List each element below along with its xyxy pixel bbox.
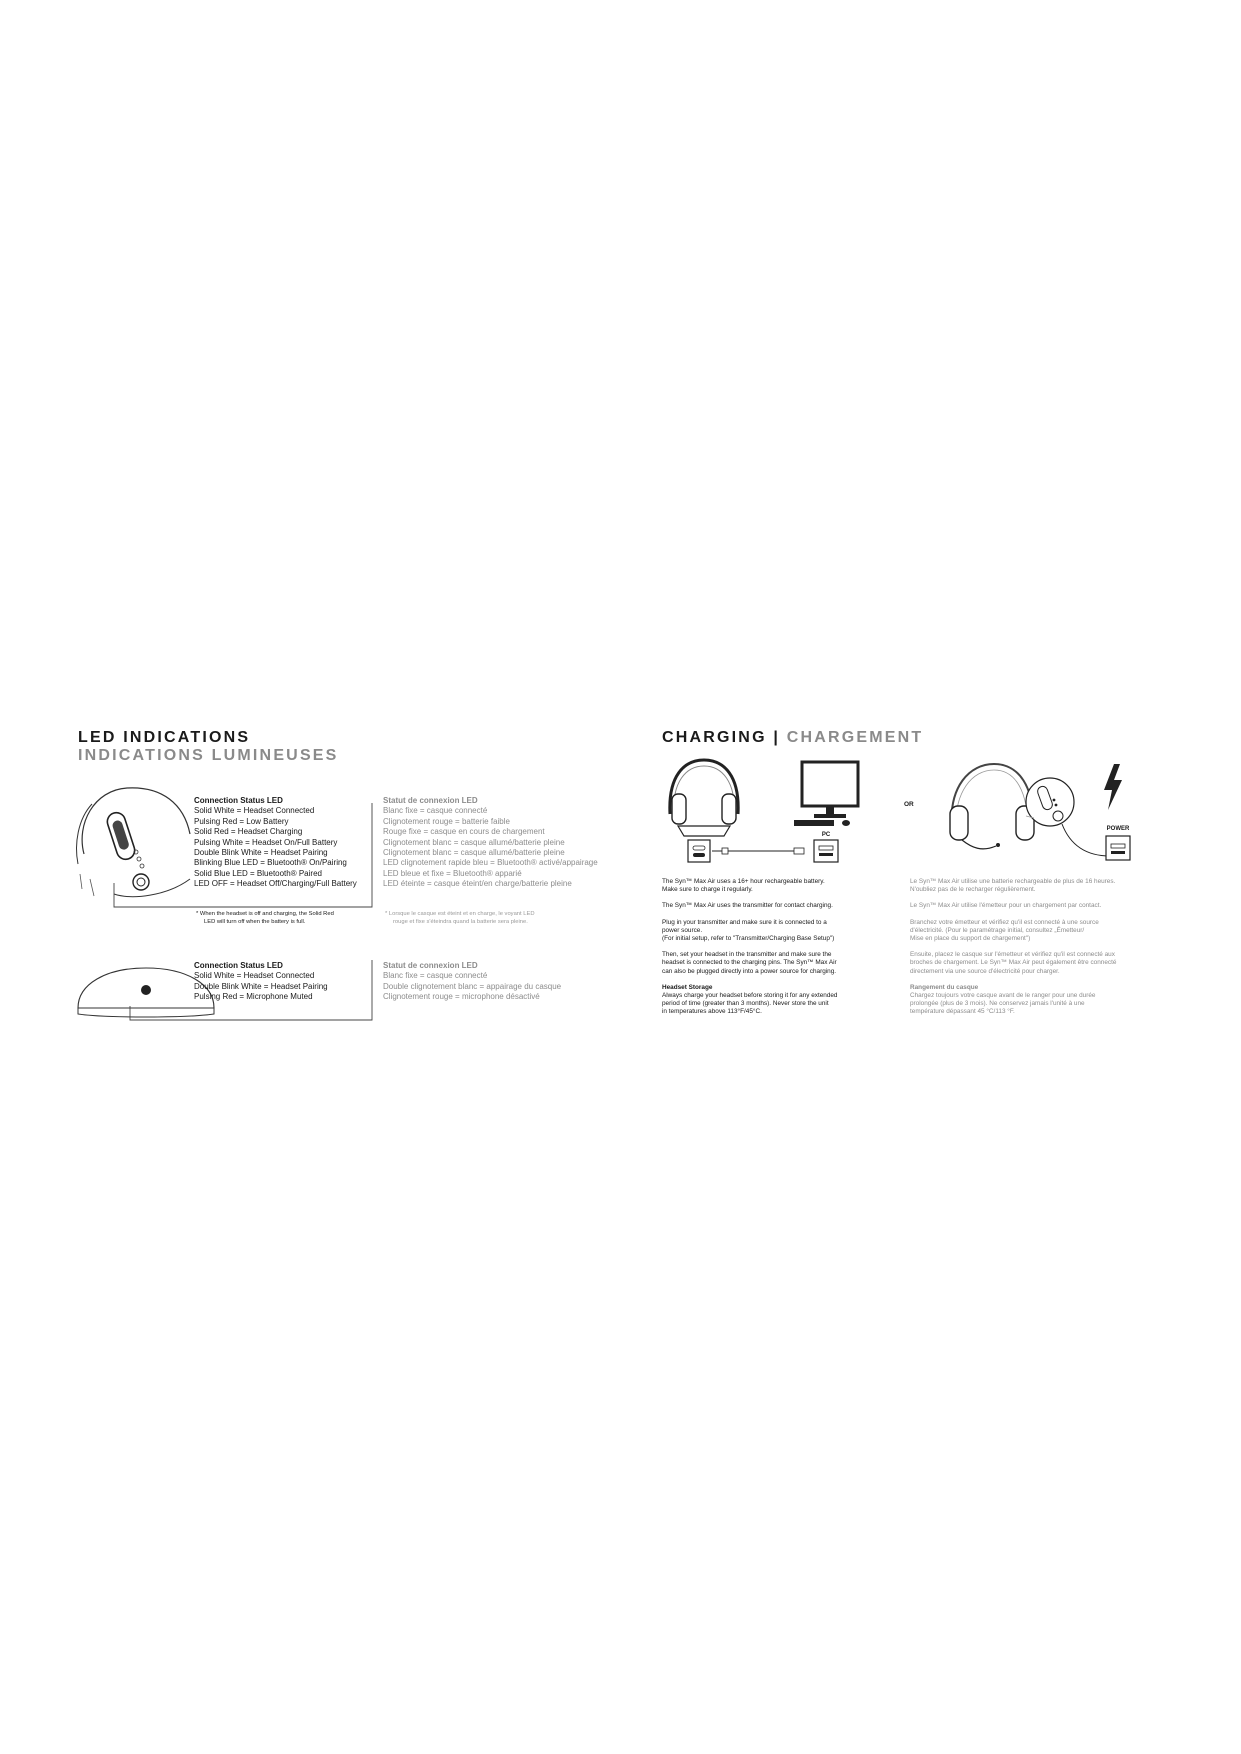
block1-en-line: Solid White = Headset Connected	[194, 806, 315, 816]
en-p3-line: power source.	[662, 926, 703, 934]
block1-en-line: Double Blink White = Headset Pairing	[194, 848, 328, 858]
fr-p3-line: Mise en place du support de chargement")	[910, 935, 1031, 943]
fr-p4-line: broches de chargement. Le Syn™ Max Air peut également être connecté	[910, 959, 1117, 967]
title-separator: |	[773, 729, 781, 746]
power-label: POWER	[1106, 826, 1130, 832]
led-block2-fr	[383, 961, 561, 1003]
block1-fr-line: Clignotement blanc = casque allumé/batterie pleine	[383, 848, 565, 858]
block1-fr-line: Blanc fixe = casque connecté	[383, 806, 488, 816]
en-storage-title: Headset Storage	[662, 983, 713, 991]
earcup-zoom-icon	[1026, 778, 1074, 826]
fr-p4-line: directement via une source d'électricité pour charger.	[910, 967, 1060, 975]
en-storage-line: Always charge your headset before storing it for any extended	[662, 992, 838, 1000]
en-p1-line: The Syn™ Max Air uses a 16+ hour rechargeable battery.	[662, 878, 825, 885]
block2-en-line: Pulsing Red = Microphone Muted	[194, 992, 313, 1002]
fr-p3-line: d'électricité. (Pour le paramétrage initial, consultez „Émetteur/	[910, 926, 1085, 934]
fr-storage-line: Chargez toujours votre casque avant de le ranger pour une durée	[910, 992, 1096, 1000]
en-p4-line: Then, set your headset in the transmitter and make sure the	[662, 951, 832, 959]
pc-monitor-icon	[794, 762, 858, 826]
block1-en-line: LED OFF = Headset Off/Charging/Full Battery	[194, 879, 357, 889]
block1-fr-title: Statut de connexion LED	[383, 796, 478, 805]
headset-on-stand-icon	[670, 760, 738, 836]
note-en-line: * When the headset is off and charging, the Solid Red	[196, 911, 334, 917]
or-label: OR	[904, 801, 914, 808]
fr-storage-title: Rangement du casque	[910, 983, 979, 991]
note-en-line: LED will turn off when the battery is full.	[204, 919, 306, 925]
note-fr-line: rouge et fixe s'éteindra quand la batterie sera pleine.	[393, 919, 528, 925]
block2-fr-title: Statut de connexion LED	[383, 961, 478, 970]
block2-en-line: Double Blink White = Headset Pairing	[194, 981, 328, 991]
block1-fr-line: LED bleue et fixe = Bluetooth® apparié	[383, 868, 522, 878]
en-p1-line: Make sure to charge it regularly.	[662, 886, 753, 894]
block1-fr-line: Clignotement blanc = casque allumé/batterie pleine	[383, 837, 565, 847]
charging-diagram-power	[942, 756, 1142, 868]
led-title-fr: INDICATIONS LUMINEUSES	[78, 747, 339, 764]
led-block1-en	[194, 796, 357, 890]
en-p3-line: (For initial setup, refer to "Transmitter/Charging Base Setup")	[662, 935, 835, 943]
led-title-en: LED INDICATIONS	[78, 729, 251, 746]
charging-title	[662, 729, 923, 747]
pc-usb-port-icon	[814, 840, 838, 862]
headset-with-mic-icon	[950, 764, 1034, 849]
charging-fr-text	[910, 878, 1116, 1017]
charging-title-en: CHARGING	[662, 729, 767, 746]
block1-en-line: Pulsing Red = Low Battery	[194, 816, 289, 826]
en-p4-line: can also be plugged directly into a power source for charging.	[662, 967, 837, 975]
en-storage-line: in temperatures above 113°F/45°C.	[662, 1008, 762, 1016]
led-block2-en	[194, 961, 328, 1003]
note-fr-line: * Lorsque le casque est éteint et en charge, le voyant LED	[385, 911, 535, 917]
en-p3-line: Plug in your transmitter and make sure it is connected to a	[662, 918, 827, 926]
charging-en-text	[662, 878, 838, 1017]
block1-en-line: Blinking Blue LED = Bluetooth® On/Pairing	[194, 858, 347, 868]
block1-en-title: Connection Status LED	[194, 796, 283, 805]
charging-title-fr: CHARGEMENT	[786, 729, 924, 746]
block1-fr-line: LED clignotement rapide bleu = Bluetooth® activé/appairage	[383, 858, 598, 868]
block1-fr-line: Rouge fixe = casque en cours de chargement	[383, 827, 545, 837]
charging-diagram-pc	[662, 756, 882, 868]
block2-en-line: Solid White = Headset Connected	[194, 971, 315, 981]
en-storage-line: period of time (greater than 3 months). Never store the unit	[662, 1000, 829, 1008]
block1-en-line: Pulsing White = Headset On/Full Battery	[194, 837, 338, 847]
pc-label: PC	[821, 832, 831, 838]
block2-en-title: Connection Status LED	[194, 961, 283, 970]
block2-fr-line: Double clignotement blanc = appairage du casque	[383, 981, 562, 991]
fr-p2-line: Le Syn™ Max Air utilise l'émetteur pour un chargement par contact.	[910, 902, 1102, 910]
fr-storage-line: prolongée (plus de 3 mois). Ne conservez jamais l'unité à une	[910, 1000, 1085, 1008]
power-outlet-icon	[1106, 836, 1130, 860]
block1-en-line: Solid Red = Headset Charging	[194, 827, 303, 837]
block2-fr-line: Clignotement rouge = microphone désactivé	[383, 992, 540, 1002]
fr-storage-line: température dépassant 45 °C/113 °F.	[910, 1008, 1015, 1016]
fr-p1-line: Le Syn™ Max Air utilise une batterie rechargeable de plus de 16 heures.	[910, 878, 1116, 885]
block1-fr-line: LED éteinte = casque éteint/en charge/batterie pleine	[383, 879, 572, 889]
en-p4-line: headset is connected to the charging pins. The Syn™ Max Air	[662, 959, 837, 967]
en-p2-line: The Syn™ Max Air uses the transmitter for contact charging.	[662, 902, 833, 910]
fr-p4-line: Ensuite, placez le casque sur l'émetteur et vérifiez qu'il est connecté aux	[910, 951, 1115, 959]
fr-p3-line: Branchez votre émetteur et vérifiez qu'il est connecté à une source	[910, 918, 1099, 926]
block2-fr-line: Blanc fixe = casque connecté	[383, 971, 488, 981]
led-note-en	[196, 910, 334, 926]
block1-fr-line: Clignotement rouge = batterie faible	[383, 816, 510, 826]
transmitter-box-icon	[688, 840, 710, 862]
block1-en-line: Solid Blue LED = Bluetooth® Paired	[194, 868, 322, 878]
led-note-fr	[385, 910, 535, 926]
lightning-bolt-icon	[1104, 764, 1122, 810]
fr-p1-line: N'oubliez pas de le recharger régulièrement.	[910, 886, 1036, 894]
led-block1-fr	[383, 796, 598, 890]
